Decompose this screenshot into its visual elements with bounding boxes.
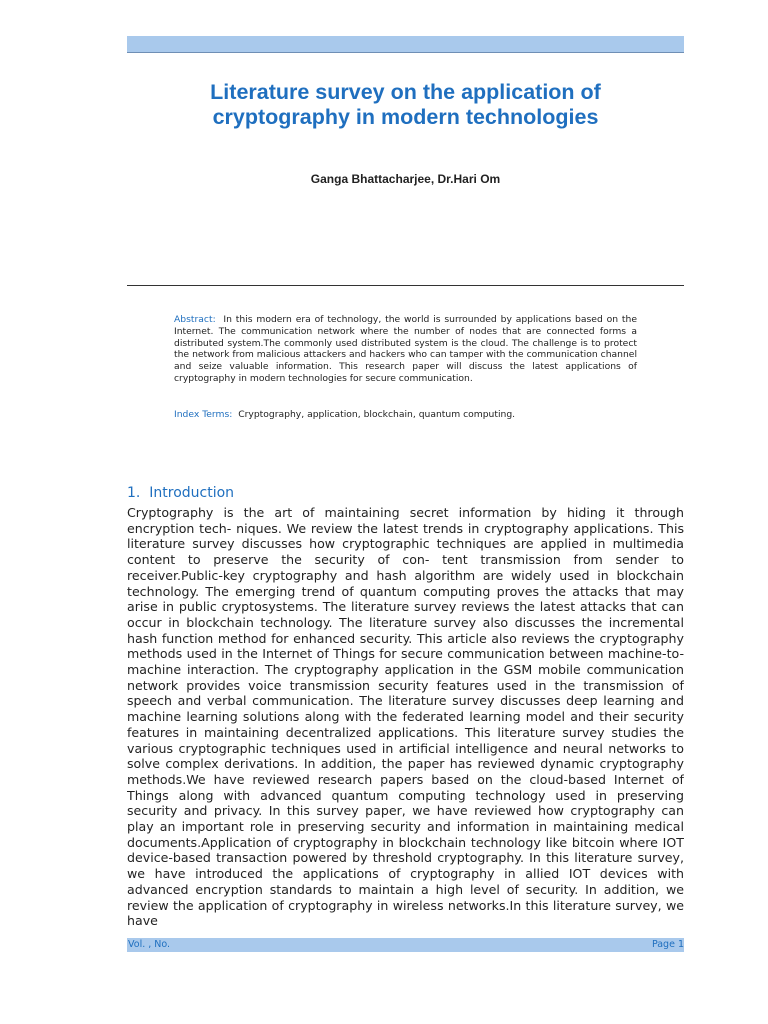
index-terms-label: Index Terms: [174,409,233,420]
abstract-label: Abstract: [174,314,216,325]
section-heading-introduction [127,484,684,502]
section-title: Introduction [149,485,235,501]
introduction-body: Cryptography is the art of maintaining secret information by hiding it through encryption tech- niques. We review the latest trends in cryptography applications. This literature survey discusses how cryptographic techniques are applied in multimedia content to preserve the security of con- tent transmission from sender to receiver.Public-key cryptography and hash algorithm are widely used in blockchain technology. The emerging trend of quantum computing proves the attacks that may arise in public cryptosystems. The literature survey reviews the latest attacks that can occur in blockchain technology. The literature survey also discusses the incremental hash function method for enhanced security. This article also reviews the cryptography methods used in the Internet of Things for secure communication between machine-to-machine interaction. The cryptography application in the GSM mobile communication network provides voice transmission security features used in the transmission of speech and verbal communication. The literature survey discusses deep learning and machine learning solutions along with the federated learning model and their security features in maintaining decentralized applications. This literature survey studies the various cryptographic techniques used in artificial intelligence and neural networks to solve complex derivations. In addition, the paper has reviewed dynamic cryptography methods.We have reviewed research papers based on the cloud-based Internet of Things along with advanced quantum computing technology used in preserving security and privacy. In this survey paper, we have reviewed how cryptography can play an important role in preserving security and information in maintaining medical documents.Application of cryptography in blockchain technology like bitcoin where IOT device-based transaction powered by threshold cryptography. In this literature survey, we have introduced the applications of cryptography in allied IOT devices with advanced encryption standards to maintain a high level of security. In addition, we review the application of cryptography in wireless networks.In this literature survey, we have [127,505,684,929]
abstract [174,314,637,385]
footer-band [127,938,684,952]
footer-volume: Vol. , No. [128,939,171,950]
footer-page-number: Page 1 [651,939,684,950]
paper-title [127,80,684,130]
index-terms-text: Cryptography, application, blockchain, quantum computing. [238,409,516,420]
author-names: Ganga Bhattacharjee, Dr.Hari Om [310,172,501,186]
abstract-text: In this modern era of technology, the world is surrounded by applications based on the Internet. The communication network where the number of nodes that are connected forms a distributed system.The commonly used distributed system is the cloud. The challenge is to protect the network from malicious attackers and hackers who can tamper with the communication channel and seize valuable information. This research paper will discuss the latest applications of cryptography in modern technologies for secure communication. [174,314,637,384]
title-line-1: Literature survey on the application of [210,80,601,104]
header-band [127,36,684,52]
header-rule [127,52,684,53]
section-number: 1. [127,485,141,501]
index-terms [174,409,637,421]
title-line-2: cryptography in modern technologies [212,105,599,129]
title-divider [127,285,684,286]
